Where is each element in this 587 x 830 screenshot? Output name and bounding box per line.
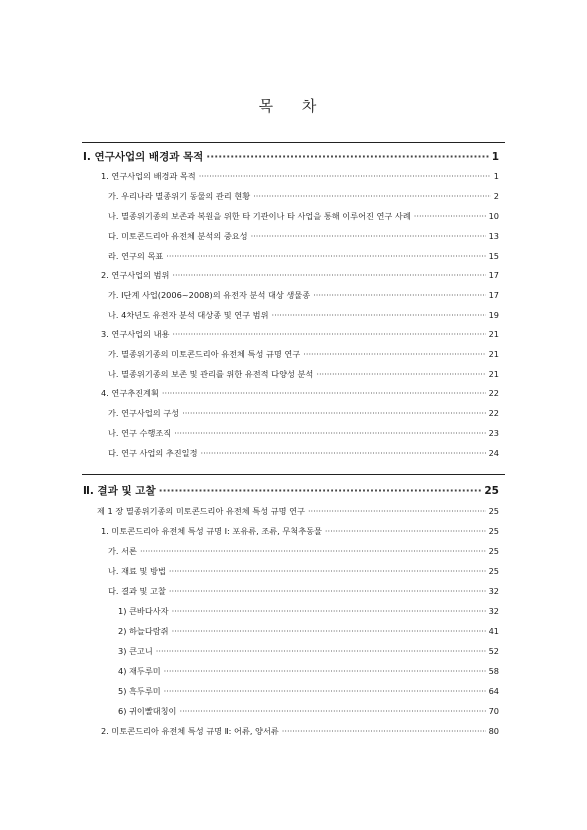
toc-entry[interactable] — [108, 349, 499, 360]
toc-entry-title: 4) 재두루미 — [118, 666, 161, 676]
toc-page-number: 70 — [488, 706, 499, 716]
toc-page-number: 17 — [488, 270, 499, 280]
toc-entry[interactable] — [108, 428, 499, 439]
toc-entry-title: 다. 미토콘드리아 유전체 분석의 중요성 — [108, 231, 248, 241]
dot-leader — [303, 349, 485, 359]
dot-leader — [172, 329, 485, 339]
toc-entry[interactable] — [108, 408, 499, 419]
dot-leader — [172, 606, 486, 616]
dot-leader — [253, 191, 491, 201]
toc-page-number: 22 — [488, 388, 499, 398]
toc-entry-title: 라. 연구의 목표 — [108, 251, 164, 261]
toc-section-1[interactable] — [83, 149, 499, 164]
toc-entry[interactable] — [108, 211, 499, 222]
toc-entry-title: 2) 하늘다람쥐 — [118, 626, 169, 636]
toc-entry[interactable] — [101, 270, 499, 281]
toc-entry[interactable] — [97, 506, 499, 517]
toc-entry-title: 가. 우리나라 멸종위기 동물의 관리 현황 — [108, 191, 251, 201]
dot-leader — [272, 310, 486, 320]
dot-leader — [282, 726, 486, 736]
toc-entry-title: 제 1 장 멸종위기종의 미토콘드리아 유전체 특성 규명 연구 — [97, 506, 305, 516]
toc-entry[interactable] — [108, 251, 499, 262]
page-title: 목 차 — [258, 97, 329, 115]
dot-leader — [199, 171, 491, 181]
toc-page-number: 24 — [488, 448, 499, 458]
toc-page-number: 13 — [488, 231, 499, 241]
toc-entry[interactable] — [108, 191, 499, 202]
toc-entry-title: 가. Ⅰ단계 사업(2006~2008)의 유전자 분석 대상 생물종 — [108, 290, 311, 300]
toc-page-number: 19 — [488, 310, 499, 320]
dot-leader — [162, 388, 486, 398]
toc-entry-title: 1. 연구사업의 배경과 목적 — [101, 171, 196, 181]
toc-page-number: 52 — [488, 646, 499, 656]
toc-entry-title: 나. 연구 수행조직 — [108, 428, 172, 438]
dot-leader — [206, 151, 488, 163]
dot-leader — [316, 369, 485, 379]
toc-entry-title: 다. 연구 사업의 추진일정 — [108, 448, 198, 458]
toc-entry-title: 6) 귀이빨대칭이 — [118, 706, 177, 716]
toc-page-number: 21 — [488, 329, 499, 339]
dot-leader — [308, 506, 486, 516]
toc-page-number: 2 — [493, 191, 499, 201]
dot-leader — [169, 566, 486, 576]
toc-page-number: 21 — [488, 349, 499, 359]
toc-entry-title: 1. 미토콘드리아 유전체 특성 규명 Ⅰ: 포유류, 조류, 무척추동물 — [101, 526, 322, 536]
toc-entry-title: 2. 연구사업의 범위 — [101, 270, 170, 280]
toc-entry-title: 나. 재료 및 방법 — [108, 566, 166, 576]
section-divider-middle — [82, 474, 505, 475]
dot-leader — [140, 546, 486, 556]
toc-entry[interactable] — [118, 646, 499, 657]
toc-entry[interactable] — [118, 706, 499, 717]
toc-entry-title: 가. 멸종위기종의 미토콘드리아 유전체 특성 규명 연구 — [108, 349, 301, 359]
toc-page-number: 25 — [488, 526, 499, 536]
dot-leader — [325, 526, 486, 536]
toc-page-number: 58 — [488, 666, 499, 676]
dot-leader — [169, 586, 486, 596]
toc-entry-title: 가. 연구사업의 구성 — [108, 408, 180, 418]
toc-page-number: 10 — [488, 211, 499, 221]
toc-page-number: 41 — [488, 626, 499, 636]
toc-section-title: Ⅰ. 연구사업의 배경과 목적 — [83, 151, 204, 163]
toc-entry[interactable] — [108, 586, 499, 597]
toc-page-number: 1 — [493, 171, 499, 181]
toc-entry-title: 나. 4차년도 유전자 분석 대상종 및 연구 범위 — [108, 310, 269, 320]
toc-page-number: 32 — [488, 606, 499, 616]
toc-page-number: 22 — [488, 408, 499, 418]
toc-section-2[interactable] — [83, 483, 499, 498]
toc-entry[interactable] — [108, 310, 499, 321]
dot-leader — [172, 626, 486, 636]
toc-entry[interactable] — [108, 546, 499, 557]
dot-leader — [182, 408, 485, 418]
dot-leader — [164, 686, 486, 696]
toc-entry[interactable] — [101, 171, 499, 182]
toc-entry-title: 나. 멸종위기종의 보존 및 관리를 위한 유전적 다양성 분석 — [108, 369, 314, 379]
toc-entry[interactable] — [101, 526, 499, 537]
toc-entry-title: 3) 큰고니 — [118, 646, 153, 656]
toc-entry-title: 1) 큰바다사자 — [118, 606, 169, 616]
toc-entry[interactable] — [101, 388, 499, 399]
toc-page-number: 23 — [488, 428, 499, 438]
toc-entry-title: 2. 미토콘드리아 유전체 특성 규명 Ⅱ: 어류, 양서류 — [101, 726, 279, 736]
toc-page-number: 21 — [488, 369, 499, 379]
toc-entry[interactable] — [108, 231, 499, 242]
toc-entry-title: 4. 연구추진계획 — [101, 388, 159, 398]
toc-section-title: Ⅱ. 결과 및 고찰 — [83, 485, 156, 497]
toc-entry[interactable] — [108, 290, 499, 301]
section-divider-top — [82, 142, 505, 143]
dot-leader — [174, 428, 485, 438]
dot-leader — [156, 646, 486, 656]
toc-page-number: 25 — [488, 546, 499, 556]
toc-page-number: 64 — [488, 686, 499, 696]
toc-entry[interactable] — [108, 448, 499, 459]
toc-page-number: 25 — [484, 485, 499, 497]
toc-page-number: 25 — [488, 566, 499, 576]
toc-entry[interactable] — [118, 606, 499, 617]
dot-leader — [313, 290, 485, 300]
toc-page-number: 17 — [488, 290, 499, 300]
toc-entry[interactable] — [118, 686, 499, 697]
toc-entry-title: 다. 결과 및 고찰 — [108, 586, 166, 596]
dot-leader — [166, 251, 485, 261]
toc-entry-title: 가. 서론 — [108, 546, 137, 556]
toc-page-number: 1 — [491, 151, 499, 163]
toc-entry[interactable] — [118, 626, 499, 637]
toc-page-number: 25 — [488, 506, 499, 516]
toc-entry-title: 3. 연구사업의 내용 — [101, 329, 170, 339]
dot-leader — [414, 211, 486, 221]
dot-leader — [251, 231, 486, 241]
dot-leader — [164, 666, 486, 676]
dot-leader — [172, 270, 485, 280]
toc-entry[interactable] — [101, 329, 499, 340]
toc-entry-title: 5) 흑두루미 — [118, 686, 161, 696]
toc-page-number: 80 — [488, 726, 499, 736]
toc-page-number: 15 — [488, 251, 499, 261]
toc-entry[interactable] — [108, 566, 499, 577]
dot-leader — [159, 485, 482, 497]
toc-entry[interactable] — [101, 726, 499, 737]
dot-leader — [179, 706, 485, 716]
toc-entry[interactable] — [108, 369, 499, 380]
dot-leader — [201, 448, 486, 458]
toc-entry[interactable] — [118, 666, 499, 677]
toc-page-number: 32 — [488, 586, 499, 596]
toc-entry-title: 나. 멸종위기종의 보존과 복원을 위한 타 기관이나 타 사업을 통해 이루어진 연구 사례 — [108, 211, 411, 221]
